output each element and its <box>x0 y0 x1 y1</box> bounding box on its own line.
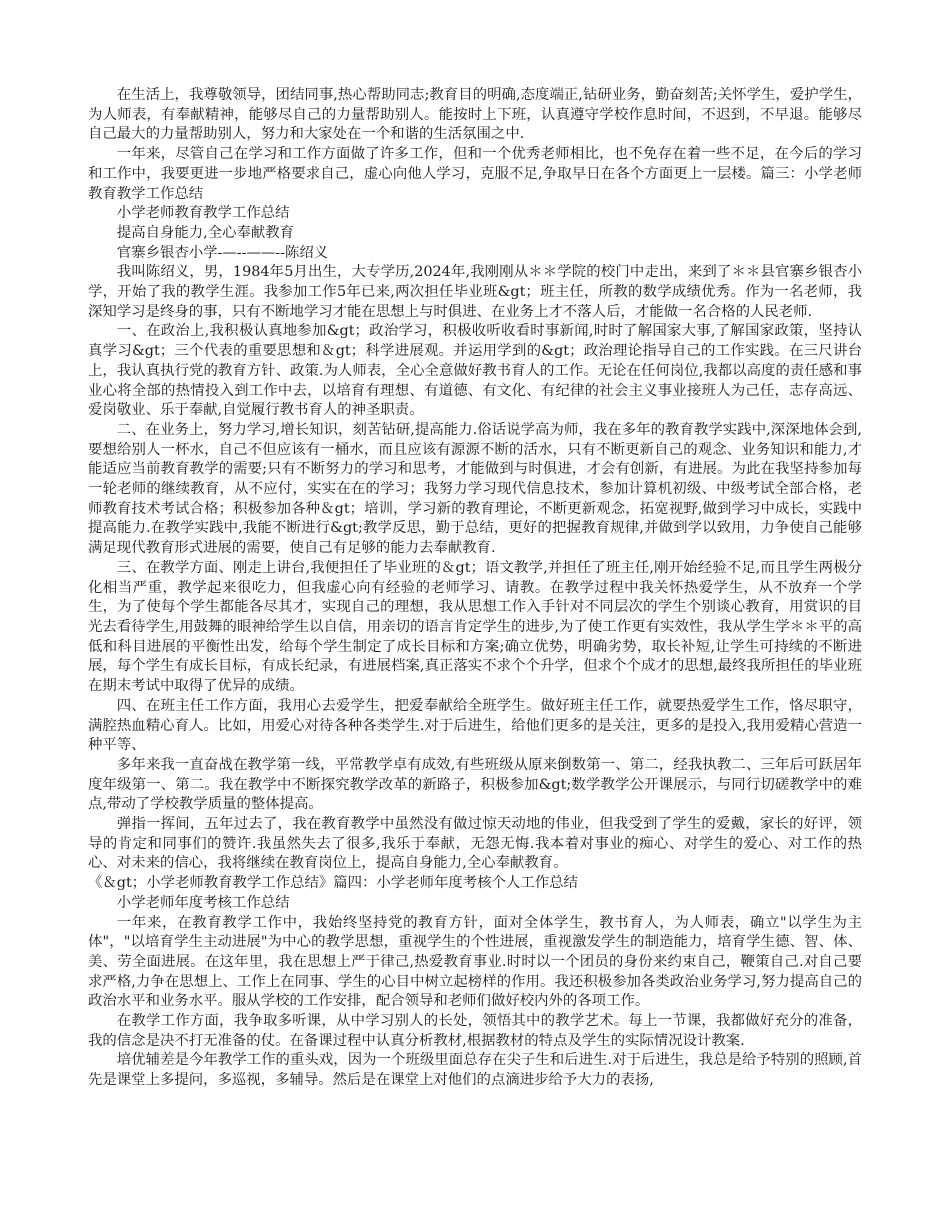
chapter-heading: 《＆gt；小学老师教育教学工作总结》篇四：小学老师年度考核个人工作总结 <box>88 875 578 892</box>
paragraph-reflection: 弹指一挥间，五年过去了，我在教育教学中虽然没有做过惊天动地的伟业，但我受到了学生的爱戴，家长的好评，领导的肯定和同事们的赞许.我虽然失去了很多,我乐于奉献，无怨无悔.我本着对事业的痴心、对学生的爱心、对工作的热心、对未来的信心，我将继续在教育岗位上，提高自身能力,全心奉献教育。 <box>88 816 862 872</box>
paragraph-professional: 二、在业务上，努力学习,增长知识，刻苦钻研,提高能力.俗话说学高为师，我在多年的教育教学实践中,深深地体会到,要想给别人一杯水，自己不但应该有一桶水，而且应该有源源不断的活水，只有不断更新自己的观念、业务知识和能力,才能适应当前教育教学的需要;只有不断努力的学习和思考，才能做到与时俱进，才会有创新，有进展。为此在我坚持参加每一轮老师的继续教育，从不应付，实实在在的学习；我努力学习现代信息技术，参加计算机初级、中级考试全部合格，老师教育技术考试合格；积极参加各种＆gt；培训，学习新的教育理论，不断更新观念，拓宽视野,做到学习中成长，实践中提高能力.在教学实践中,我能不断进行&gt;教学反思，勤于总结，更好的把握教育规律,并做到学以致用，力争使自己能够满足现代教育形式进展的需要，使自己有足够的能力去奉献教育. <box>88 421 862 557</box>
paragraph-teaching: 三、在教学方面、刚走上讲台,我便担任了毕业班的＆gt；语文教学,并担任了班主任,刚开始经验不足,而且学生两极分化相当严重，教学起来很吃力，但我虚心向有经验的老师学习、请教。在教学过程中我关怀热爱学生，从不放弃一个学生，为了使每个学生都能各尽其才，实现自己的理想，我从思想工作入手针对不同层次的学生个别谈心教育，用赏识的目光去看待学生,用鼓舞的眼神给学生以自信，用亲切的语言肯定学生的进步,为了使工作更有实效性，我从学生学＊＊平的高低和科目进展的平衡性出发，给每个学生制定了成长目标和方案;确立优势，明确劣势，取长补短,让学生可持续的不断进展，每个学生有成长目标，有成长纪录，有进展档案,真正落实不求个个升学，但求个个成才的思想,最终我所担任的毕业班在期末考试中取得了优异的成绩。 <box>88 559 862 695</box>
paragraph-life-attitude: 在生活上，我尊敬领导，团结同事,热心帮助同志;教育目的明确,态度端正,钻研业务，勤奋刻苦;关怀学生，爱护学生，为人师表，有奉献精神，能够尽自己的力量帮助别人。能按时上下班，认真遵守学校作息时间，不迟到，不早退。能够尽自己最大的力量帮助别人，努力和大家处在一个和谐的生活氛围之中. <box>88 87 862 143</box>
paragraph-teaching-work: 在教学工作方面，我争取多听课，从中学习别人的长处，领悟其中的教学艺术。每上一节课，我都做好充分的准备，我的信念是决不打无准备的仗。在备课过程中认真分析教材,根据教材的特点及学生的实际情况设计教案. <box>88 1013 862 1049</box>
author-line: 官寨乡银杏小学-—--——--陈绍义 <box>116 244 329 261</box>
paragraph-class-teacher: 四、在班主任工作方面，我用心去爱学生，把爱奉献给全班学生。做好班主任工作，就要热爱学生工作，恪尽职守，满腔热血精心育人。比如，用爱心对待各种各类学生.对于后进生，给他们更多的是关注，更多的是投入,我用爱精心营造一种平等、 <box>88 697 862 754</box>
section-subtitle: 提高自身能力,全心奉献教育 <box>116 224 295 241</box>
paragraph-results: 多年来我一直奋战在教学第一线，平常教学卓有成效,有些班级从原来倒数第一、第二，经我执教二、三年后可跃居年度年级第一、第二。我在教学中不断探究教学改革的新路子，积极参加&gt;数学教学公开课展示，与同行切磋教学中的难点,带动了学校教学质量的整体提高。 <box>88 756 862 813</box>
paragraph-politics: 一、在政治上,我积极认真地参加&gt；政治学习，积极收听收看时事新闻,时时了解国家大事,了解国家政策，坚持认真学习&gt；三个代表的重要思想和＆gt；科学进展观。并运用学到的&gt；政治理论指导自己的工作实践。在三尺讲台上，我认真执行党的教育方针、政策.为人师表，全心全意做好教书育人的工作。无论在任何岗位,我都以高度的责任感和事业心将全部的热情投入到工作中去，以培育有理想、有道德、有文化、有纪律的社会主义事业接班人为己任，志存高远、爱岗敬业、乐于奉献,自觉履行教书育人的神圣职责。 <box>88 323 862 419</box>
paragraph-self-introduction: 我叫陈绍义，男，1984年5月出生，大专学历,2024年,我刚刚从＊＊学院的校门中走出，来到了＊＊县官寨乡银杏小学，开始了我的教学生涯。我参加工作5年已来,两次担任毕业班&gt；班主任，所教的数学成绩优秀。作为一名老师，我深知学习是终身的事，只有不断地学习才能在思想上与时俱进、在业务上才不落人后，才能做一名合格的人民老师. <box>88 264 862 320</box>
section-title: 小学老师教育教学工作总结 <box>116 205 290 222</box>
paragraph-annual-overview: 一年来，在教育教学工作中，我始终坚持党的教育方针，面对全体学生，教书育人，为人师表，确立"以学生为主体"，"以培育学生主动进展"为中心的教学思想，重视学生的个性进展，重视激发学生的制造能力，培育学生德、智、体、美、劳全面进展。在这年里，我在思想上严于律己,热爱教育事业.时时以一个团员的身份来约束自己，鞭策自己.对自己要求严格,力争在思想上、工作上在同事、学生的心目中树立起榜样的作用。我还积极参加各类政治业务学习,努力提高自己的政治水平和业务水平。服从学校的工作安排，配合领导和老师们做好校内外的各项工作。 <box>88 914 862 1010</box>
annual-review-title: 小学老师年度考核工作总结 <box>116 894 290 911</box>
paragraph-year-summary: 一年来，尽管自己在学习和工作方面做了许多工作，但和一个优秀老师相比，也不免存在着一些不足，在今后的学习和工作中，我要更进一步地严格要求自己，虚心向他人学习，克服不足,争取早日在各个方面更上一层楼。篇三：小学老师教育教学工作总结 <box>88 146 862 202</box>
paragraph-tutoring: 培优辅差是今年教学工作的重头戏，因为一个班级里面总存在尖子生和后进生.对于后进生，我总是给予特别的照顾,首先是课堂上多提问，多巡视，多辅导。然后是在课堂上对他们的点滴进步给予大力的表扬, <box>88 1052 862 1089</box>
